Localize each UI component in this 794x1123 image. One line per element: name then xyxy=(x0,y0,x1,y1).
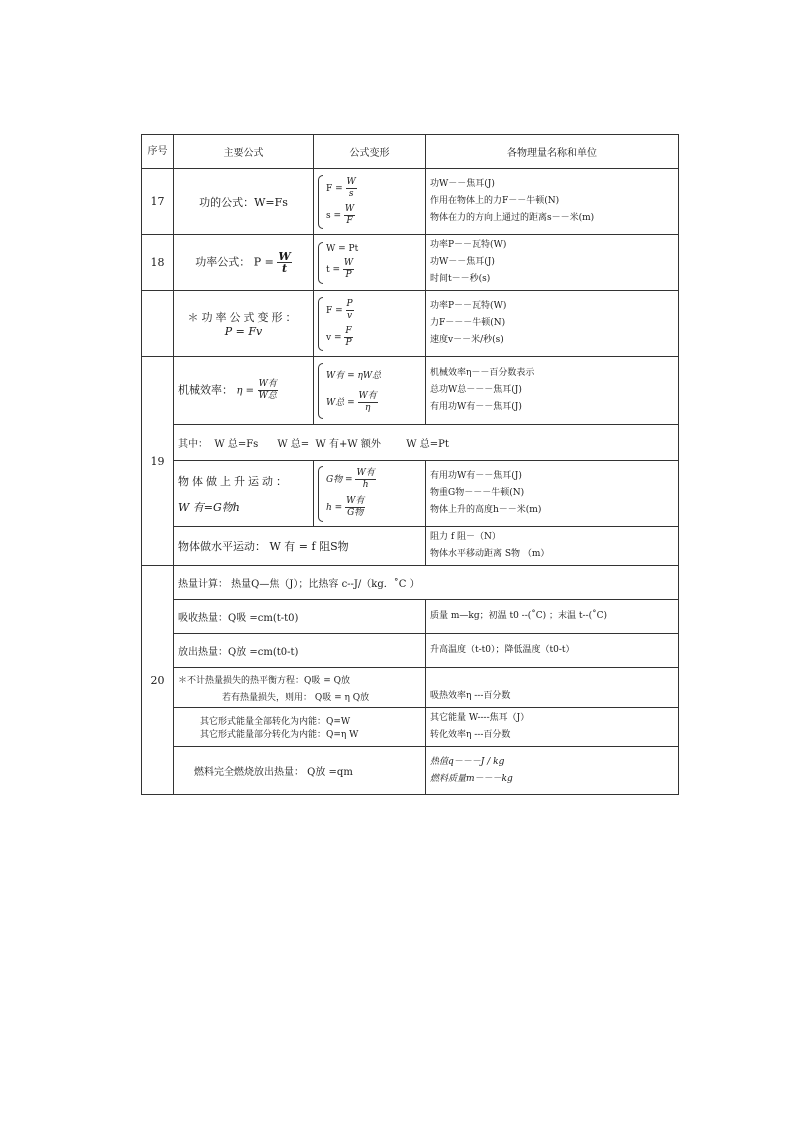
row-19-where-text: 其中： W 总=Fs W 总= W 有+W 额外 W 总=Pt xyxy=(174,425,679,461)
row-19-up-formula: 物体做上升运动： W 有=G物h xyxy=(174,461,314,527)
row-18-units: 功率P－－瓦特(W) 功W－－焦耳(J) 时间t－－秒(s) xyxy=(426,235,679,291)
row-19-horiz-formula: 物体做水平运动： W 有 = f 阻S物 xyxy=(174,527,426,566)
row-18-num: 18 xyxy=(142,235,174,291)
row-19-horiz-units: 阻力 f 阻－（N） 物体水平移动距离 S物 （m） xyxy=(426,527,679,566)
row-17-formula: 功的公式：W=Fs xyxy=(174,169,314,235)
header-num: 序号 xyxy=(142,135,174,169)
row-20-num: 20 xyxy=(142,566,174,795)
row-20-release-units: 升高温度（t-t0）；降低温度（t0-t） xyxy=(426,634,679,668)
row-19-eff-units: 机械效率η－－百分数表示 总功W总－－－焦耳(J) 有用功W有－－焦耳(J) xyxy=(426,357,679,425)
header-main: 主要公式 xyxy=(174,135,314,169)
row-17-units: 功W－－焦耳(J) 作用在物体上的力F－－牛顿(N) 物体在力的方向上通过的距离s－－米(m) xyxy=(426,169,679,235)
header-variant: 公式变形 xyxy=(314,135,426,169)
row-20-fuel xyxy=(142,747,679,795)
row-20-conversion-formula: 其它形式能量全部转化为内能：Q=W 其它形式能量部分转化为内能：Q=η W xyxy=(174,708,426,747)
brace-group: F = $\frac{W}{s}$ s = $\frac{W}{F}$ xyxy=(318,175,421,229)
row-20-balance xyxy=(142,668,679,708)
row-18b-variants: F = $\frac{P}{v}$ v = $\frac{F}{P}$ xyxy=(314,291,426,357)
formula-table xyxy=(141,134,679,795)
row-17-variants xyxy=(314,169,426,235)
row-19-eff-variants: W有 = ηW总 W总 = $\frac{\text{W有}}{\eta}$ xyxy=(314,357,426,425)
row-20-conversion xyxy=(142,708,679,747)
row-19-where xyxy=(142,425,679,461)
row-19-horiz xyxy=(142,527,679,566)
row-20-absorb-units: 质量 m—kg；初温 t0 --(˚C) ；末温 t--(˚C) xyxy=(426,600,679,634)
row-20-conversion-units: 其它能量 W----焦耳（J） 转化效率η ---百分数 xyxy=(426,708,679,747)
row-19-up xyxy=(142,461,679,527)
row-19-up-variants: G物 = $\frac{\text{W有}}{h}$ h = $\frac{\text{W有}}{\text{G物}}$ xyxy=(314,461,426,527)
row-20-fuel-units: 热值q－－－J / kg 燃料质量m－－－kg xyxy=(426,747,679,795)
header-row xyxy=(142,135,679,169)
row-19-eff-formula: 机械效率： η = $\frac{\text{W有}}{\text{W总}}$ xyxy=(174,357,314,425)
row-20-fuel-formula: 燃料完全燃烧放出热量： Q放 =qm xyxy=(174,747,426,795)
row-17-num: 17 xyxy=(142,169,174,235)
row-19-efficiency xyxy=(142,357,679,425)
row-19-num: 19 xyxy=(142,357,174,566)
row-18b xyxy=(142,291,679,357)
row-20-heat xyxy=(142,566,679,600)
row-18b-units: 功率P－－瓦特(W) 力F－－－牛顿(N) 速度v－－米/秒(s) xyxy=(426,291,679,357)
row-18-formula: 功率公式： P = $\frac{W}{t}$ xyxy=(174,235,314,291)
row-20-absorb-formula: 吸收热量：Q吸 =cm(t-t0) xyxy=(174,600,426,634)
row-20-release xyxy=(142,634,679,668)
row-20-absorb xyxy=(142,600,679,634)
header-units: 各物理量名称和单位 xyxy=(426,135,679,169)
row-19-up-units: 有用功W有－－焦耳(J) 物重G物－－－牛顿(N) 物体上升的高度h－－米(m) xyxy=(426,461,679,527)
row-20-heat-text: 热量计算： 热量Q—焦（J）；比热容 c--J/（kg．˚C ） xyxy=(174,566,679,600)
row-18-variants: W = Pt t = $\frac{W}{P}$ xyxy=(314,235,426,291)
row-20-balance-formula: ＊不计热量损失的热平衡方程：Q吸 = Q放 若有热量损失，则用： Q吸 = η Q放 xyxy=(174,668,426,708)
row-20-release-formula: 放出热量：Q放 =cm(t0-t) xyxy=(174,634,426,668)
row-20-balance-units: 吸热效率η ---百分数 xyxy=(426,668,679,708)
row-18 xyxy=(142,235,679,291)
row-18b-formula: ＊功率公式变形： P = Fv xyxy=(174,291,314,357)
row-17 xyxy=(142,169,679,235)
